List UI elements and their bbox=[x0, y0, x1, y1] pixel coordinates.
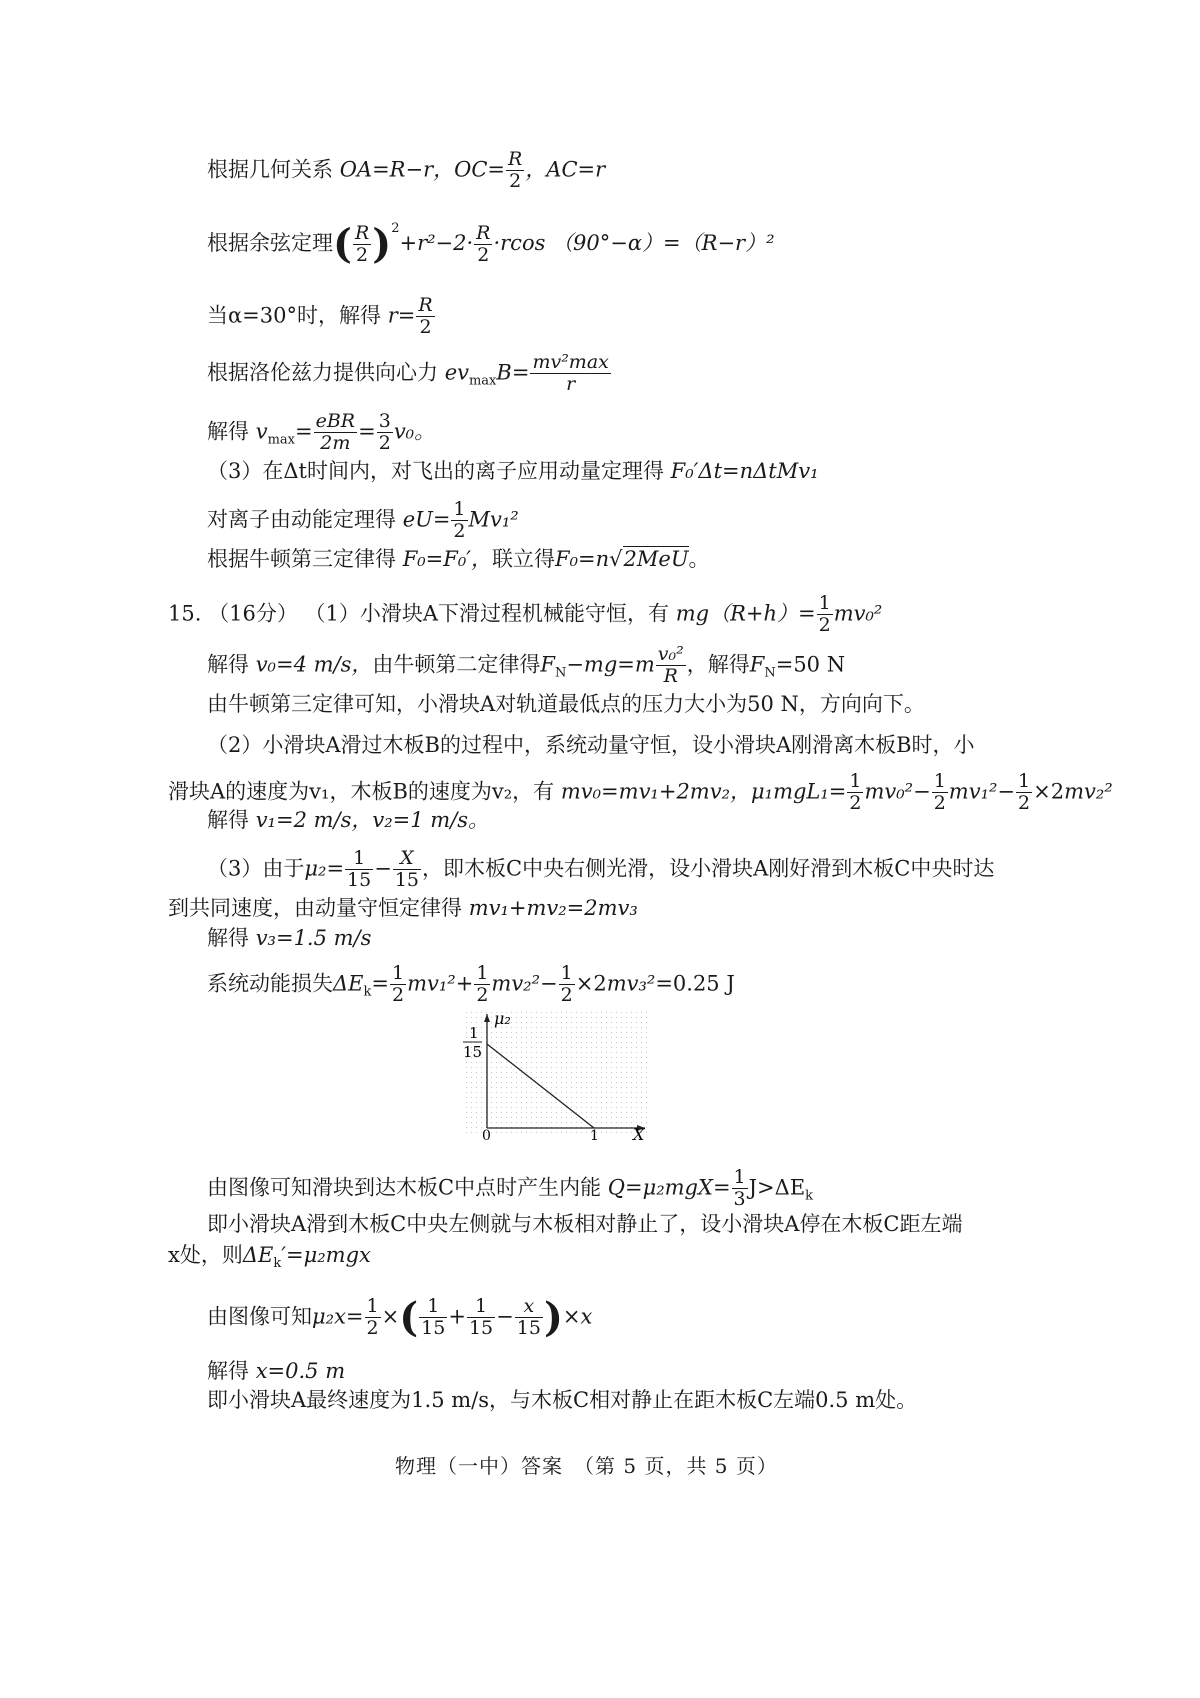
text: 即小滑块A最终速度为1.5 m/s，与木板C相对静止在距木板C左端0.5 m处。 bbox=[207, 1388, 918, 1412]
math: F₀=F₀′， bbox=[402, 547, 493, 571]
math: +r²−2· bbox=[399, 231, 474, 255]
line-newton3: 根据牛顿第三定律得 F₀=F₀′，联立得F₀=n√2MeU。 bbox=[207, 547, 710, 571]
math: ΔE bbox=[242, 1243, 274, 1267]
math: ΔE bbox=[333, 971, 364, 996]
text: 根据洛伦兹力提供向心力 bbox=[207, 360, 438, 385]
line-part3-mu: （3）由于μ₂= $\frac{1}{15}$ − $\frac{X}{15}$ ，即木板C中央右侧光滑，设小滑块A刚好滑到木板C中央时达 bbox=[207, 847, 995, 891]
line-lorentz: 根据洛伦兹力提供向心力 $ev_{max}B=$ $\frac{\text{mv²max}}{r}$ bbox=[207, 351, 609, 395]
line-v3 bbox=[207, 928, 371, 949]
fraction: $\frac{\text{mv²max}}{r}$ bbox=[532, 351, 609, 395]
math: eU= bbox=[402, 507, 451, 532]
math: μ₂= bbox=[304, 856, 345, 881]
math: OA=R−r，OC= bbox=[339, 157, 505, 182]
text: x处，则 bbox=[168, 1243, 243, 1267]
fraction: $\frac{\text{v₀²}}{R}$ bbox=[657, 643, 684, 687]
math: v₀。 bbox=[393, 419, 436, 444]
line-x bbox=[207, 1361, 345, 1382]
fraction: $\frac{R}{2}$ bbox=[508, 148, 523, 192]
line-geometry bbox=[207, 150, 605, 192]
page-footer: 物理（一中）答案 （第 5 页，共 5 页） bbox=[395, 1454, 778, 1478]
line-rest bbox=[207, 1214, 962, 1235]
math: v₁=2 m/s，v₂=1 m/s。 bbox=[255, 808, 490, 832]
math: x=0.5 m bbox=[255, 1359, 346, 1383]
text: 系统动能损失 bbox=[207, 971, 333, 996]
series-line bbox=[487, 1044, 594, 1128]
text: （3）由于 bbox=[207, 856, 305, 881]
math: ·rcos （90°−α）=（R−r）² bbox=[493, 231, 775, 255]
score: （16分） bbox=[208, 601, 298, 626]
line-q15 bbox=[168, 594, 882, 636]
y-tick-label-denominator: 15 bbox=[463, 1043, 483, 1061]
line-pressure bbox=[207, 694, 925, 715]
math: −mg=m bbox=[566, 652, 655, 677]
text: 解得 bbox=[207, 419, 249, 444]
math: Mv₁² bbox=[468, 507, 519, 532]
y-axis-label: μ₂ bbox=[494, 1009, 511, 1028]
math: Q=μ₂mgX= bbox=[607, 1175, 731, 1200]
math: ′=μ₂mgx bbox=[281, 1243, 371, 1267]
text: 由牛顿第三定律可知，小滑块A对轨道最低点的压力大小为50 N，方向向下。 bbox=[207, 692, 925, 716]
line-common-velocity bbox=[168, 898, 638, 919]
text: ，即木板C中央右侧光滑，设小滑块A刚好滑到木板C中央时达 bbox=[422, 856, 995, 881]
text: 滑块A的速度为v₁，木板B的速度为v₂，有 bbox=[168, 779, 555, 804]
math: mv₁+mv₂=2mv₃ bbox=[468, 896, 638, 920]
chart-grid bbox=[466, 1012, 647, 1133]
math: 2MeU bbox=[623, 547, 689, 571]
text: 解得 bbox=[207, 926, 249, 950]
text: 由图像可知滑块到达木板C中点时产生内能 bbox=[207, 1175, 602, 1200]
text: （1）小滑块A下滑过程机械能守恒，有 bbox=[304, 601, 670, 626]
math: μ₂x= bbox=[312, 1304, 364, 1329]
math: v₀=4 m/s， bbox=[255, 652, 373, 677]
text: 解得 bbox=[207, 808, 249, 832]
text: 当α=30°时，解得 bbox=[207, 303, 381, 328]
line-cosine-law: 根据余弦定理( $\frac{R}{2}$ )$^2$+r²−2· $\frac{R}{2}$ ·rcos （90°−α）=（R−r）² bbox=[207, 220, 775, 268]
math: mv₀=mv₁+2mv₂，μ₁mgL₁= bbox=[560, 779, 847, 804]
math: mg（R+h）= bbox=[675, 601, 816, 626]
math: v bbox=[255, 419, 268, 444]
text: 根据几何关系 bbox=[207, 157, 333, 182]
fraction: $\frac{\text{eBR}}{2m}$ bbox=[315, 410, 356, 454]
text: 解得 bbox=[707, 652, 750, 677]
line-part2 bbox=[207, 735, 975, 756]
line-v1v2 bbox=[207, 810, 489, 831]
text: 由牛顿第二定律得 bbox=[372, 652, 541, 677]
line-energy-loss: 系统动能损失$\Delta E_k=$ $\frac{1}{2}$ mv₁²+ $\frac{1}{2}$ mv₂²− $\frac{1}{2}$ ×2mv₃²=0.25 J bbox=[207, 962, 735, 1006]
text: 解得 bbox=[207, 1359, 249, 1383]
math: r= bbox=[387, 303, 416, 328]
math: F₀′Δt=nΔtMv₁ bbox=[670, 459, 819, 483]
text: 到共同速度，由动量守恒定律得 bbox=[168, 896, 462, 920]
math: F bbox=[540, 652, 555, 677]
text: 根据牛顿第三定律得 bbox=[207, 547, 396, 571]
text: （2）小滑块A滑过木板B的过程中，系统动量守恒，设小滑块A刚滑离木板B时，小 bbox=[207, 733, 975, 757]
line-heat: 由图像可知滑块到达木板C中点时产生内能 Q=μ₂mgX= $\frac{1}{3}$ $J>\Delta E_k$ bbox=[207, 1166, 814, 1210]
text: 即小滑块A滑到木板C中央左侧就与木板相对静止了，设小滑块A停在木板C距左端 bbox=[207, 1212, 963, 1236]
text: 解得 bbox=[207, 652, 249, 677]
line-kinetic bbox=[207, 500, 519, 542]
mu-x-chart bbox=[460, 1009, 655, 1144]
line-momentum: 滑块A的速度为v₁，木板B的速度为v₂，有 mv₀=mv₁+2mv₂，μ₁mgL₁= $\frac{1}{2}$ mv₀²− $\frac{1}{2}$ mv₁²− $\frac{1}{2}$ ×2mv₂² bbox=[168, 770, 1113, 814]
x-axis-label: X bbox=[633, 1125, 645, 1144]
line-vmax: 解得 $v_{max}=$ $\frac{\text{eBR}}{2m}$ = $\frac{3}{2}$ v₀。 bbox=[207, 410, 436, 454]
line-part3 bbox=[207, 461, 819, 482]
math: ，AC=r bbox=[525, 157, 606, 182]
line-alpha bbox=[207, 296, 436, 338]
x-origin-label: 0 bbox=[482, 1128, 491, 1144]
fraction: $\frac{3}{2}$ bbox=[378, 410, 391, 454]
y-axis-arrow bbox=[484, 1014, 490, 1022]
text: 联立得 bbox=[492, 547, 556, 571]
fraction: $\frac{1}{2}$ bbox=[818, 592, 831, 636]
x-tick-label: 1 bbox=[590, 1128, 599, 1144]
y-tick-label-numerator: 1 bbox=[469, 1024, 479, 1042]
math: F₀=n bbox=[555, 547, 610, 571]
line-final bbox=[207, 1390, 917, 1411]
text: 由图像可知 bbox=[207, 1304, 312, 1329]
line-dEk: x处，则$\Delta E_k'=\mu_2mgx$ bbox=[168, 1243, 371, 1272]
fraction: $\frac{R}{2}$ bbox=[418, 294, 433, 338]
question-number: 15. bbox=[168, 601, 202, 626]
fraction: $\frac{1}{2}$ bbox=[453, 498, 466, 542]
math: ev bbox=[444, 360, 469, 385]
text: 根据余弦定理 bbox=[207, 231, 333, 255]
math: mv₀² bbox=[833, 601, 883, 626]
fraction: $\frac{R}{2}$ bbox=[354, 221, 370, 266]
line-v0: 解得 v₀=4 m/s，由牛顿第二定律得$F_N-mg=m$ $\frac{\text{v₀²}}{R}$ ，解得$F_N=50$ N bbox=[207, 643, 846, 687]
fraction: $\frac{R}{2}$ bbox=[476, 221, 491, 266]
math: v₃=1.5 m/s bbox=[255, 926, 372, 950]
text: 对离子由动能定理得 bbox=[207, 507, 396, 532]
text: （3）在Δt时间内，对飞出的离子应用动量定理得 bbox=[207, 459, 664, 483]
line-graph-relation: 由图像可知μ₂x= $\frac{1}{2}$ ×( $\frac{1}{15}$ + $\frac{1}{15}$ − $\frac{x}{15}$ )×x bbox=[207, 1293, 593, 1341]
